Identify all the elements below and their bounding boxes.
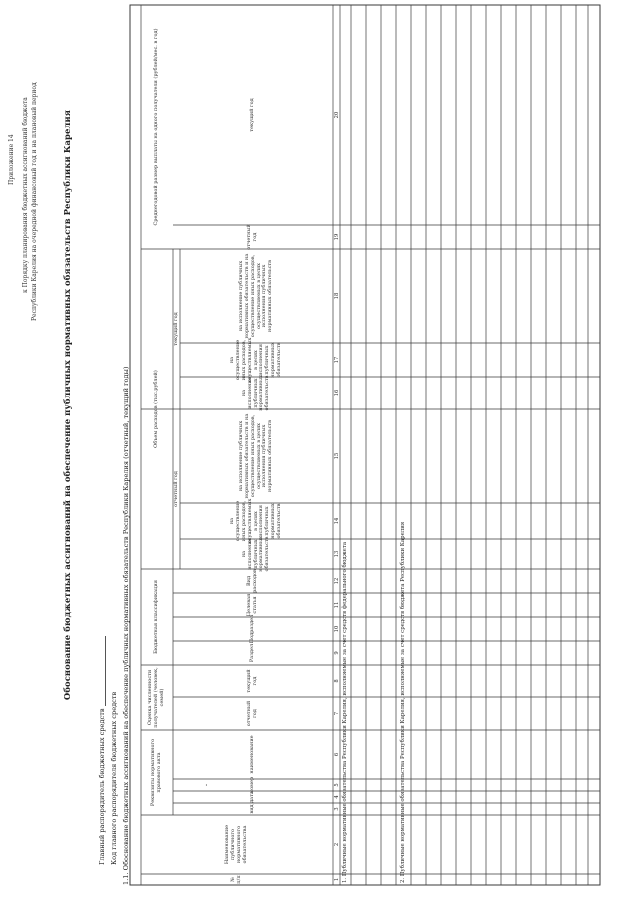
col-number: 11 [334, 601, 340, 609]
col-number: 15 [334, 452, 340, 460]
col-number: 1 [334, 877, 340, 882]
appendix-line-2: к Порядку планирования бюджетных ассигнований бюджета [22, 97, 29, 293]
col-number: 19 [334, 233, 340, 241]
header-podrazdel: Подраздел [249, 614, 256, 644]
header-no: № п/п [230, 875, 242, 884]
header-requisites: Реквизиты нормативного правового акта [150, 738, 162, 807]
header-name: Наименование публичного нормативного обязательства [224, 824, 248, 865]
header-number: номер [249, 776, 256, 794]
col-number: 2 [334, 842, 340, 847]
header-avg: Среднегодовой размер выплаты на одного получателя (рублей/мес. в год) [153, 28, 160, 226]
col-number: 13 [334, 550, 340, 558]
section-row-federal: 1. Публичные нормативные обязательства Республики Карелия, исполняемые за счет средств федерального бюджета [342, 541, 348, 883]
header-naim: наименование [249, 735, 256, 774]
section-row-regional: 2. Публичные нормативные обязательства Республики Карелия, исполняемые за счет средств бюджета Республики Карелия [400, 521, 406, 883]
header-exec-other-report: на исполнение публичных нормативных обязательств и на осуществление иных расходов, осуществляемых в целях исполнения публичных нормативных обязательств [237, 413, 274, 499]
header-date: дата [249, 791, 256, 803]
header-razdel: Раздел [249, 643, 256, 663]
col-number: 12 [334, 577, 340, 585]
col-number: 9 [334, 651, 340, 655]
col-number: 3 [334, 807, 340, 811]
col-number: 16 [334, 389, 340, 397]
grbs-label: Главный распорядитель бюджетных средств [98, 708, 106, 865]
header-exec-report: на исполнение публичных нормативных обязательств [240, 536, 271, 572]
header-recipients-report: отчетный год [246, 700, 258, 727]
col-number: 6 [334, 752, 340, 757]
col-number: 17 [334, 356, 340, 364]
stray-dot: . [200, 783, 210, 787]
document-title: Обоснование бюджетных ассигнований на обеспечение публичных нормативных обязательств Республики Карелия [62, 109, 72, 701]
col-number: 18 [334, 292, 340, 300]
header-other-current: на осуществление иных расходов, осуществляемых в целях исполнения публичных нормативных обязательств [228, 337, 283, 383]
appendix-line-3: Республики Карелия на очередной финансовый год и на плановый период [31, 82, 38, 321]
col-number: 7 [334, 711, 340, 716]
col-number: 5 [334, 783, 340, 787]
header-recipients: Оценка численности получателей (человек, семей) [147, 667, 165, 728]
appendix-number: Приложение 14 [8, 134, 15, 185]
col-number: 10 [334, 625, 340, 633]
header-csr: Целевая статья [246, 593, 258, 617]
header-avg-report: отчетный год [246, 224, 258, 250]
header-volume-current: текущий год [172, 312, 179, 346]
col-number: 14 [334, 517, 340, 525]
col-number: 20 [334, 111, 340, 119]
header-exec-current: на исполнение публичных нормативных обязательств [240, 375, 271, 411]
col-number: 4 [334, 795, 340, 799]
header-recipients-current: текущий год [246, 669, 258, 693]
col-number: 8 [334, 679, 340, 683]
header-vid: вид [249, 804, 256, 814]
header-avg-current: текущий год [249, 98, 256, 132]
header-vr: Вид расходов [246, 569, 258, 593]
header-bk: Бюджетная классификация [153, 580, 160, 654]
header-other-report: на осуществление иных расходов, осуществляемых в целях исполнения публичных нормативных обязательств [228, 498, 283, 544]
header-volume-report: отчетный год [172, 471, 179, 507]
grbs-code-label: Код главного распорядителя бюджетных средств [110, 691, 118, 865]
section-1-1: 1.1. Обоснование бюджетных ассигнований на обеспечение публичных нормативных обязательств Республики Карелия (отчетный, текущий годы) [122, 366, 130, 885]
header-volume: Объем расходов (тыс.рублей) [153, 370, 160, 448]
header-exec-other-current: на исполнение публичных нормативных обязательств и на осуществление иных расходов, осуществляемых в целях исполнения публичных нормативных обязательств [237, 253, 274, 339]
